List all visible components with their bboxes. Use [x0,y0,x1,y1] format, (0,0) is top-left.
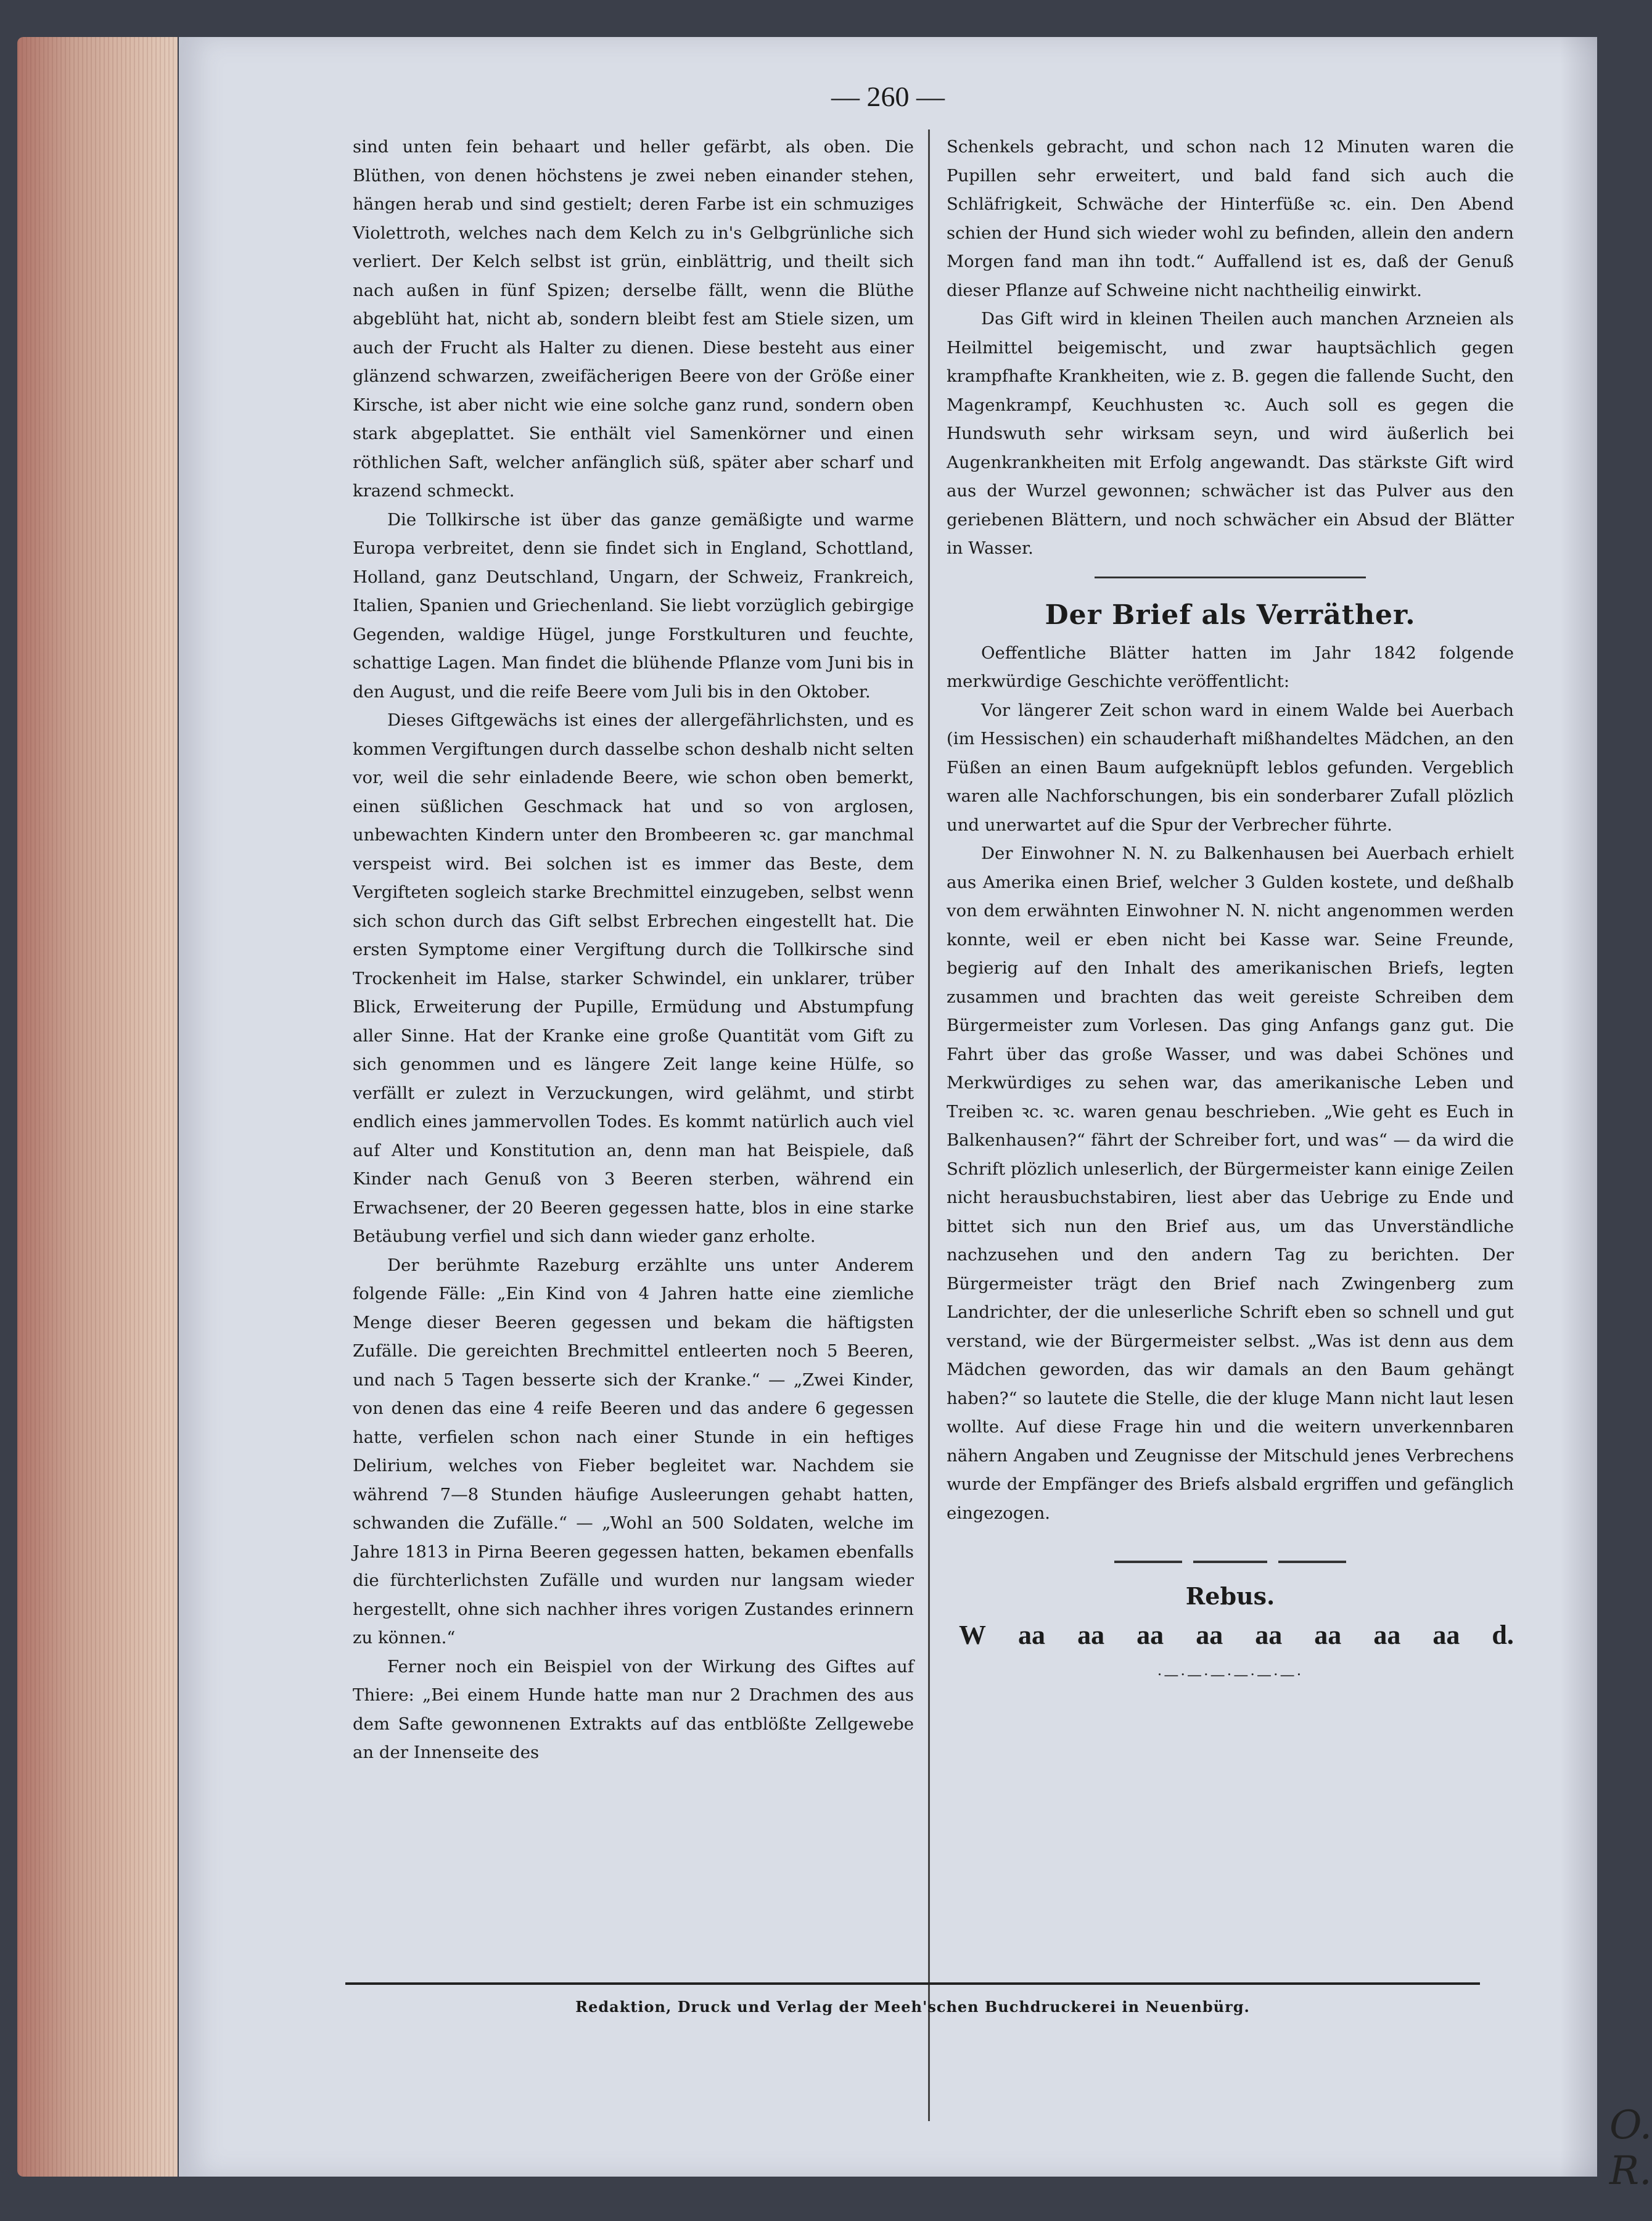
rebus-glyph: aa [1196,1620,1223,1650]
left-paragraph: Ferner noch ein Beispiel von der Wirkung des Giftes auf Thiere: „Bei einem Hunde hatte man nur 2 Drachmen des aus dem Safte gewonnenen Extrakts auf das entblößte Zellgewebe an der Innenseite des [353,1656,914,1762]
imprint-line: Redaktion, Druck und Verlag der Meeh'schen Buchdruckerei in Neuenbürg. [575,1998,1250,2016]
section-divider [1095,577,1366,578]
left-paragraph: Dieses Giftgewächs ist eines der allergefährlichsten, und es kommen Vergiftungen durch dasselbe schon deshalb nicht selten vor, weil die sehr einladende Beere, wie schon oben bemerkt, einen süßlichen Geschmack hat und so von arglosen, unbewachten Kindern unter den Brombeeren ꝛc. gar manchmal verspeist wird. Bei solchen ist es immer das Beste, dem Vergifteten sogleich starke Brechmittel einzugeben, selbst wenn sich schon durch das Gift selbst Erbrechen eingestellt hat. Die ersten Symptome einer Vergiftung durch die Tollkirsche sind Trockenheit im Halse, starker Schwindel, ein unklarer, trüber Blick, Erweiterung der Pupille, Ermüdung und Abstumpfung aller Sinne. Hat der Kranke eine große Quantität vom Gift zu sich genommen und es längere Zeit lange keine Hülfe, so verfällt er zulezt in Verzuckungen, wird gelähmt, und stirbt endlich eines jammervollen Todes. Es kommt natürlich auch viel auf Alter und Konstitution an, denn man hat Beispiele, daß Kinder nach Genuß von 3 Beeren sterben, während ein Erwachsener, der 20 Beeren gegessen hatte, blos in eine starke Betäubung verfiel und sich dann wieder ganz erholte. [353,710,914,1246]
left-paragraph: sind unten fein behaart und heller gefärbt, als oben. Die Blüthen, von denen höchstens je zwei neben einander stehen, hängen herab und sind gestielt; deren Farbe ist ein schmuziges Violettroth, welches nach dem Kelch zu in's Gelbgrünliche sich verliert. Der Kelch selbst ist grün, einblättrig, und theilt sich nach außen in fünf Spizen; derselbe fällt, wenn die Blüthe abgeblüht hat, nicht ab, sondern bleibt fest am Stiele sizen, um auch der Frucht als Halter zu dienen. Diese besteht aus einer glänzend schwarzen, zweifächerigen Beere von der Größe einer Kirsche, ist aber nicht wie eine solche ganz rund, sondern oben stark abgeplattet. Sie enthält viel Samenkörner und einen röthlichen Saft, welcher anfänglich süß, später aber scharf und krazend schmeckt. [353,137,914,501]
rebus-glyph: d. [1492,1620,1514,1650]
rebus-title: Rebus. [1185,1582,1275,1610]
rebus-glyph: aa [1432,1620,1460,1650]
right-column [947,133,1514,1689]
rebus-glyph: W [959,1620,986,1650]
article-title: Der Brief als Verräther. [1045,599,1416,631]
article-paragraph: Vor längerer Zeit schon ward in einem Walde bei Auerbach (im Hessischen) ein schauderhaft mißhandeltes Mädchen, an den Füßen an einen Baum aufgeknüpft leblos gefunden. Vergeblich waren alle Nachforschungen, bis ein sonderbarer Zufall plözlich und unerwartet auf die Spur der Verbrecher führte. [947,700,1514,835]
scanned-page [179,37,1652,2194]
rebus-divider [947,1561,1514,1563]
rebus-glyph: aa [1373,1620,1401,1650]
right-paragraph: Schenkels gebracht, und schon nach 12 Minuten waren die Pupillen sehr erweitert, und bald fand sich auch die Schläfrigkeit, Schwäche der Hinterfüße ꝛc. ein. Den Abend schien der Hund sich wieder wohl zu befinden, allein den andern Morgen fand man ihn todt.“ Auffallend ist es, daß der Genuß dieser Pflanze auf Schweine nicht nachtheilig einwirkt. [947,137,1514,300]
book-page-edges-texture [17,37,178,2177]
right-paragraph: Das Gift wird in kleinen Theilen auch manchen Arzneien als Heilmittel beigemischt, und zwar hauptsächlich gegen krampfhafte Krankheiten, wie z. B. gegen die fallende Sucht, den Magenkrampf, Keuchhusten ꝛc. Auch soll es gegen die Hundswuth sehr wirksam seyn, und wird äußerlich bei Augenkrankheiten mit Erfolg angewandt. Das stärkste Gift wird aus der Wurzel gewonnen; schwächer ist das Pulver aus den geriebenen Blättern, und noch schwächer ein Absud der Blätter in Wasser. [947,309,1514,558]
ornament-divider: ·—·—·—·—·—·—· [1157,1666,1304,1683]
page-number: — 260 — [831,81,945,112]
article-paragraph: Oeffentliche Blätter hatten im Jahr 1842 folgende merkwürdige Geschichte veröffentlicht: [947,642,1514,691]
left-paragraph: Der berühmte Razeburg erzählte uns unter Anderem folgende Fälle: „Ein Kind von 4 Jahren hatte eine ziemliche Menge dieser Beeren gegessen und bekam die häftigsten Zufälle. Die gereichten Brechmittel entleerten noch 5 Beeren, und nach 5 Tagen besserte sich der Kranke.“ — „Zwei Kinder, von denen das eine 4 reife Beeren und das andere 6 gegessen hatte, verfielen schon nach einer Stunde in ein heftiges Delirium, welches von Fieber begleitet war. Nachdem sie während 7—8 Stunden häufige Ausleerungen gehabt hatten, schwanden die Zufälle.“ — „Wohl an 500 Soldaten, welche im Jahre 1813 in Pirna Beeren gegessen hatten, bekamen ebenfalls die fürchterlichsten Zufälle und wurden nur langsam wieder hergestellt, ohne sich nachher ihres vorigen Zustandes erinnern zu können.“ [353,1255,914,1648]
left-column [353,133,914,1767]
rebus-glyph: aa [1018,1620,1046,1650]
column-divider [928,129,930,2121]
article-paragraph: Der Einwohner N. N. zu Balkenhausen bei Auerbach erhielt aus Amerika einen Brief, welcher 3 Gulden kostete, und deßhalb von dem erwähnten Einwohner N. N. nicht angenommen werden konnte, weil er eben nicht bei Kasse war. Seine Freunde, begierig auf den Inhalt des amerikanischen Briefs, legten zusammen und brachten das weit gereiste Schreiben dem Bürgermeister zum Vorlesen. Das ging Anfangs ganz gut. Die Fahrt über das große Wasser, und was dabei Schönes und Merkwürdiges zu sehen war, das amerikanische Leben und Treiben ꝛc. ꝛc. waren genau beschrieben. „Wie geht es Euch in Balkenhausen?“ fährt der Schreiber fort, und was“ — da wird die Schrift plözlich unleserlich, der Bürgermeister kann einige Zeilen nicht herausbuchstabiren, liest aber das Uebrige zu Ende und bittet sich nun den Brief aus, um das Unverständliche nachzusehen und den andern Tag zu berichten. Der Bürgermeister trägt den Brief nach Zwingenberg zum Landrichter, der die unleserliche Schrift eben so schnell und gut verstand, wie der Bürgermeister selbst. „Was ist denn aus dem Mädchen geworden, das wir damals an den Baum gehängt haben?“ so lautete die Stelle, die der kluge Mann nicht laut lesen wollte. Auf diese Frage hin und die weitern unverkennbaren nähern Angaben und Zeugnisse der Mitschuld jenes Verbrechens wurde der Empfänger des Briefs alsbald ergriffen und gefänglich eingezogen. [947,844,1514,1523]
rebus-puzzle [947,1614,1514,1657]
left-paragraph: Die Tollkirsche ist über das ganze gemäßigte und warme Europa verbreitet, denn sie findet sich in England, Schottland, Holland, ganz Deutschland, Ungarn, der Schweiz, Frankreich, Italien, Spanien und Griechenland. Sie liebt vorzüglich gebirgige Gegenden, waldige Hügel, junge Forstkulturen und feuchte, schattige Lagen. Man findet die blühende Pflanze vom Juni bis in den August, und die reife Beere vom Juli bis in den Oktober. [353,509,914,702]
rebus-glyph: aa [1077,1620,1105,1650]
rebus-glyph: aa [1136,1620,1164,1650]
rebus-glyph: aa [1314,1620,1342,1650]
rebus-glyph: aa [1255,1620,1283,1650]
page-gutter-shadow [1560,37,1597,2177]
footer-rule [345,1982,1480,1985]
handwritten-mark: O. R. [1609,2103,1652,2194]
